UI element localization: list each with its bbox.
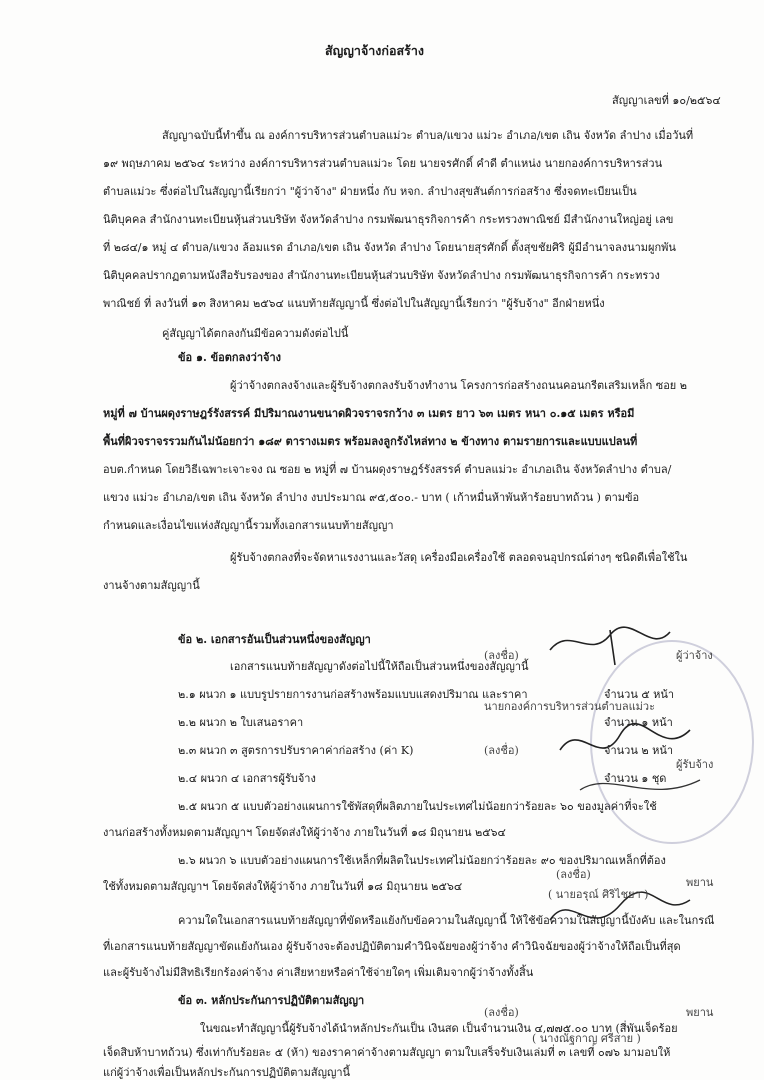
preamble-line: พาณิชย์ ที่ ลงวันที่ ๑๓ สิงหาคม ๒๕๖๔ แนบท้ายสัญญานี้ ซึ่งต่อไปในสัญญานี้เรียกว่า "ผู้รับจ้าง" อีกฝ่ายหนึ่ง <box>103 297 605 310</box>
signer-role: ผู้ว่าจ้าง <box>676 649 713 662</box>
clause1-line: หมู่ที่ ๗ บ้านผดุงราษฎร์รังสรรค์ มีปริมาณงานขนาดผิวจราจรกว้าง ๓ เมตร ยาว ๖๓ เมตร หนา ๐.๑๕ เมตร หรือมี <box>103 407 635 420</box>
clause3-line: แก่ผู้ว่าจ้างเพื่อเป็นหลักประกันการปฏิบัติตามสัญญานี้ <box>103 1066 351 1079</box>
attachment-item: ใช้ทั้งหมดตามสัญญาฯ โดยจัดส่งให้ผู้ว่าจ้าง ภายในวันที่ ๑๘ มิถุนายน ๒๕๖๔ <box>103 880 463 893</box>
clause1-line: กำหนดและเงื่อนไขแห่งสัญญานี้รวมทั้งเอกสารแนบท้ายสัญญา <box>103 519 394 532</box>
attachment-qty: จำนวน ๑ ชุด <box>604 772 667 785</box>
clause1-line: งานจ้างตามสัญญานี้ <box>103 579 200 592</box>
attachment-item: ๒.๖ ผนวก ๖ แบบตัวอย่างแผนการใช้เหล็กที่ผลิตในประเทศไม่น้อยกว่าร้อยละ ๙๐ ของปริมาณเหล็กที่ต้อง <box>178 854 666 867</box>
clause3-line: ในขณะทำสัญญานี้ผู้รับจ้างได้นำหลักประกันเป็น เงินสด เป็นจำนวนเงิน ๔,๗๗๕.๐๐ บาท (สี่พันเจ็ดร้อย <box>200 1022 678 1035</box>
preamble-line: ๑๙ พฤษภาคม ๒๕๖๔ ระหว่าง องค์การบริหารส่วนตำบลแม่วะ โดย นายจรศักดิ์ คำดี ตำแหน่ง นายกองค์การบริหารส่วน <box>103 157 663 170</box>
sign-label: (ลงชื่อ) <box>556 868 591 881</box>
attachment-qty: จำนวน ๕ หน้า <box>604 688 675 701</box>
official-stamp <box>590 640 754 844</box>
clause2-intro: เอกสารแนบท้ายสัญญาดังต่อไปนี้ให้ถือเป็นส่วนหนึ่งของสัญญานี้ <box>230 660 529 673</box>
witness-role: พยาน <box>686 1006 714 1019</box>
witness-name: ( นางณัฐกาญ ศรีสาย ) <box>532 1032 641 1045</box>
signer-role: ผู้รับจ้าง <box>676 758 714 771</box>
attachment-qty: จำนวน ๑ หน้า <box>604 716 673 729</box>
clause2-heading: ข้อ ๒. เอกสารอันเป็นส่วนหนึ่งของสัญญา <box>178 633 371 646</box>
witness-role: พยาน <box>686 876 714 889</box>
attachment-item: ๒.๔ ผนวก ๔ เอกสารผู้รับจ้าง <box>178 772 316 785</box>
attachment-qty: จำนวน ๒ หน้า <box>604 744 674 757</box>
clause3-heading: ข้อ ๓. หลักประกันการปฏิบัติตามสัญญา <box>178 994 365 1007</box>
attachment-item: ๒.๓ ผนวก ๓ สูตรการปรับราคาค่าก่อสร้าง (ค่า K) <box>178 744 414 757</box>
sign-label: (ลงชื่อ) <box>484 744 519 757</box>
clause3-line: เจ็ดสิบห้าบาทถ้วน) ซึ่งเท่ากับร้อยละ ๕ (ห้า) ของราคาค่าจ้างตามสัญญา ตามใบเสร็จรับเงินเล่มที่ ๓ เลขที่ ๐๗๖ มามอบให้ <box>103 1046 671 1059</box>
attachment-item: ๒.๕ ผนวก ๕ แบบตัวอย่างแผนการใช้พัสดุที่ผลิตภายในประเทศไม่น้อยกว่าร้อยละ ๖๐ ของมูลค่าที่จะใช้ <box>178 800 657 813</box>
clause1-line: พื้นที่ผิวจราจรรวมกันไม่น้อยกว่า ๑๘๙ ตารางเมตร พร้อมลงลูกรังไหล่ทาง ๒ ข้างทาง ตามรายการและแบบแปลนที่ <box>103 435 638 448</box>
document-title: สัญญาจ้างก่อสร้าง <box>325 43 424 58</box>
preamble-line: สัญญาฉบับนี้ทำขึ้น ณ องค์การบริหารส่วนตำบลแม่วะ ตำบล/แขวง แม่วะ อำเภอ/เขต เถิน จังหวัด ลำปาง เมื่อวันที่ <box>162 129 694 142</box>
preamble-line: นิติบุคคลปรากฏตามหนังสือรับรองของ สำนักงานทะเบียนหุ้นส่วนบริษัท จังหวัดลำปาง กรมพัฒนาธุรกิจการค้า กระทรวง <box>103 269 660 282</box>
conflict-line: ที่เอกสารแนบท้ายสัญญาขัดแย้งกันเอง ผู้รับจ้างจะต้องปฏิบัติตามคำวินิจฉัยของผู้ว่าจ้าง คำวินิจฉัยของผู้ว่าจ้างให้ถือเป็นที่สุด <box>103 940 681 953</box>
preamble-line: ที่ ๒๘๔/๑ หมู่ ๔ ตำบล/แขวง ล้อมแรด อำเภอ/เขต เถิน จังหวัด ลำปาง โดยนายสุรศักดิ์ ตั้งสุขชัยศิริ ผู้มีอำนาจลงนามผูกพัน <box>103 241 676 254</box>
sign-label: (ลงชื่อ) <box>484 1006 519 1019</box>
clause1-line: แขวง แม่วะ อำเภอ/เขต เถิน จังหวัด ลำปาง งบประมาณ ๙๕,๕๐๐.- บาท ( เก้าหมื่นห้าพันห้าร้อยบาทถ้วน ) ตามข้อ <box>103 491 640 504</box>
clause1-line: ผู้รับจ้างตกลงที่จะจัดหาแรงงานและวัสดุ เครื่องมือเครื่องใช้ ตลอดจนอุปกรณ์ต่างๆ ชนิดดีเพื่อใช้ใน <box>230 551 688 564</box>
conflict-line: และผู้รับจ้างไม่มีสิทธิเรียกร้องค่าจ้าง ค่าเสียหายหรือค่าใช้จ่ายใดๆ เพิ่มเติมจากผู้ว่าจ้างทั้งสิ้น <box>103 966 534 979</box>
contract-number: สัญญาเลขที่ ๑๐/๒๕๖๔ <box>612 94 721 107</box>
clause1-heading: ข้อ ๑. ข้อตกลงว่าจ้าง <box>178 351 281 364</box>
attachment-item: ๒.๒ ผนวก ๒ ใบเสนอราคา <box>178 716 304 729</box>
signer-name: นายกองค์การบริหารส่วนตำบลแม่วะ <box>484 700 655 713</box>
agreement-line: คู่สัญญาได้ตกลงกันมีข้อความดังต่อไปนี้ <box>162 327 349 340</box>
preamble-line: นิติบุคคล สำนักงานทะเบียนหุ้นส่วนบริษัท จังหวัดลำปาง กรมพัฒนาธุรกิจการค้า กระทรวงพาณิชย์ มีสำนักงานใหญ่อยู่ เลข <box>103 213 674 226</box>
attachment-item: งานก่อสร้างทั้งหมดตามสัญญาฯ โดยจัดส่งให้ผู้ว่าจ้าง ภายในวันที่ ๑๘ มิถุนายน ๒๕๖๔ <box>103 826 506 839</box>
sign-label: (ลงชื่อ) <box>484 649 519 662</box>
attachment-item: ๒.๑ ผนวก ๑ แบบรูปรายการงานก่อสร้างพร้อมแบบแสดงปริมาณ และราคา <box>178 688 528 701</box>
witness-name: ( นายอรุณ์ ศิริไชยา ) <box>548 888 649 901</box>
conflict-line: ความใดในเอกสารแนบท้ายสัญญาที่ขัดหรือแย้งกับข้อความในสัญญานี้ ให้ใช้ข้อความในสัญญานี้บังคับ และในกรณี <box>178 914 715 927</box>
preamble-line: ตำบลแม่วะ ซึ่งต่อไปในสัญญานี้เรียกว่า "ผู้ว่าจ้าง" ฝ่ายหนึ่ง กับ หจก. ลำปางสุขสันต์การก่อสร้าง ซึ่งจดทะเบียนเป็น <box>103 185 637 198</box>
clause1-line: อบต.กำหนด โดยวิธีเฉพาะเจาะจง ณ ซอย ๒ หมู่ที่ ๗ บ้านผดุงราษฎร์รังสรรค์ ตำบลแม่วะ อำเภอเถิน จังหวัดลำปาง ตำบล/ <box>103 463 672 476</box>
clause1-line: ผู้ว่าจ้างตกลงจ้างและผู้รับจ้างตกลงรับจ้างทำงาน โครงการก่อสร้างถนนคอนกรีตเสริมเหล็ก ซอย ๒ <box>230 379 687 392</box>
